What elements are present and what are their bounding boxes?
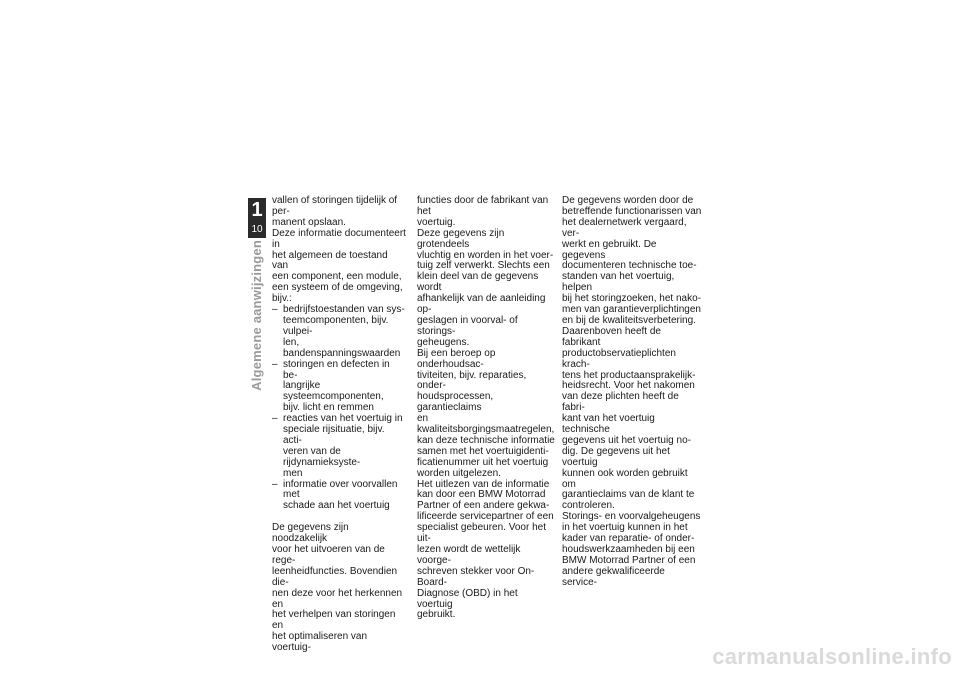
text-line: worden uitgelezen. <box>417 467 501 479</box>
text-line: reacties van het voertuig in <box>283 413 403 425</box>
text-line: vluchtig en worden in het voer- <box>417 249 554 261</box>
text-line: ficatienummer uit het voertuig <box>417 456 549 468</box>
bullet-item <box>272 360 406 415</box>
text-line: Diagnose (OBD) in het voertuig <box>417 587 518 610</box>
text-line: documenteren technische toe- <box>562 260 697 272</box>
text-column-2 <box>417 196 555 621</box>
bullet-item <box>272 305 406 360</box>
text-line: in het voertuig kunnen in het <box>562 522 688 534</box>
page-number: 10 <box>251 224 263 235</box>
text-line: kader van reparatie- of onder- <box>562 533 695 545</box>
text-line: manent opslaan. <box>272 216 346 228</box>
text-line: Deze informatie documenteert in <box>272 227 406 250</box>
text-line: van deze plichten heeft de fabri- <box>562 391 679 414</box>
text-line: bij het storingzoeken, het nako- <box>562 293 701 305</box>
text-line: kant van het voertuig technische <box>562 413 655 436</box>
text-line: Het uitlezen van de informatie <box>417 478 550 490</box>
text-line: bedrijfstoestanden van sys- <box>283 304 405 316</box>
text-line: een component, een module, <box>272 271 402 283</box>
text-line: BMW Motorrad Partner of een <box>562 554 696 566</box>
text-line: men van garantieverplichtingen <box>562 304 701 316</box>
text-line: functies door de fabrikant van het <box>417 195 549 217</box>
text-line: voertuig. <box>417 216 456 228</box>
text-line: houdswerkzaamheden bij een <box>562 544 695 555</box>
chapter-title: Algemene aanwijzingen <box>249 240 264 391</box>
text-line: leenheidfuncties. Bovendien die- <box>272 565 398 588</box>
text-line: houdsprocessen, garantieclaims <box>417 391 494 414</box>
text-line: storingen en defecten in be- <box>283 358 390 381</box>
text-line: informatie over voorvallen met <box>283 478 398 501</box>
text-line: geslagen in voorval- of storings- <box>417 314 518 337</box>
text-line: standen van het voertuig, helpen <box>562 271 675 294</box>
text-line: specialist gebeuren. Voor het uit- <box>417 522 546 545</box>
bullet-dash: – <box>272 478 278 490</box>
text-line: betreffende functionarissen van <box>562 205 702 217</box>
text-line: kunnen ook worden gebruikt om <box>562 467 688 490</box>
text-line: De gegevens zijn noodzakelijk <box>272 522 349 545</box>
text-line: gegevens uit het voertuig no- <box>562 434 691 446</box>
text-line: afhankelijk van de aanleiding op- <box>417 293 546 316</box>
text-line: schade aan het voertuig <box>283 500 390 512</box>
text-line: speciale rijsituatie, bijv. acti- <box>283 424 385 446</box>
text-column-3 <box>562 196 702 589</box>
text-line: Storings- en voorvalgeheugens <box>562 511 701 523</box>
text-line: productobservatieplichten krach- <box>562 347 676 370</box>
text-line: Bij een beroep op onderhoudsac- <box>417 347 496 370</box>
text-line: en bij de kwaliteitsverbetering. <box>562 314 696 326</box>
text-line: Daarenboven heeft de fabrikant <box>562 325 661 348</box>
text-line: het dealernetwerk vergaard, ver- <box>562 216 687 239</box>
bullet-dash: – <box>272 358 278 370</box>
text-line: dig. De gegevens uit het voertuig <box>562 445 670 468</box>
text-line: gebruikt. <box>417 609 456 621</box>
text-line: teemcomponenten, bijv. vulpei- <box>283 314 389 337</box>
watermark: carmanualsonline.info <box>712 644 952 669</box>
text-line: werkt en gebruikt. De gegevens <box>562 238 657 261</box>
text-line: samen met het voertuigidenti- <box>417 445 549 457</box>
text-line: controleren. <box>562 500 615 512</box>
text-line: geheugens. <box>417 336 470 348</box>
text-line: schreven stekker voor On-Board- <box>417 565 535 588</box>
text-line: een systeem of de omgeving, <box>272 282 403 294</box>
text-line: tens het productaansprakelijk- <box>562 369 696 381</box>
text-line: men <box>283 467 303 479</box>
bullet-text <box>283 480 406 513</box>
text-line: voor het uitvoeren van de rege- <box>272 543 385 566</box>
text-column-1 <box>272 196 406 654</box>
text-line: lezen wordt de wettelijk voorge- <box>417 544 521 566</box>
bullet-item <box>272 414 406 479</box>
text-line: nen deze voor het herkennen en <box>272 587 403 610</box>
text-line: en kwaliteitsborgingsmaatregelen, <box>417 413 555 436</box>
text-line: het optimaliseren van voertuig- <box>272 631 368 654</box>
text-line: veren van de rijdynamieksyste- <box>283 445 361 468</box>
bullet-dash: – <box>272 304 278 316</box>
text-line: andere gekwalificeerde service- <box>562 565 665 588</box>
text-line: De gegevens worden door de <box>562 195 694 206</box>
text-line: langrijke systeemcomponenten, <box>283 380 384 403</box>
text-line: het algemeen de toestand van <box>272 249 388 272</box>
bullet-text <box>283 305 406 360</box>
chapter-number: 1 <box>251 199 263 221</box>
text-line: klein deel van de gegevens wordt <box>417 271 539 294</box>
text-line: len, bandenspanningswaarden <box>283 336 401 359</box>
text-line: bijv.: <box>272 293 292 305</box>
text-line: Deze gegevens zijn grotendeels <box>417 227 505 250</box>
text-line: tuig zelf verwerkt. Slechts een <box>417 260 550 272</box>
text-line: kan door een BMW Motorrad <box>417 489 546 501</box>
bullet-dash: – <box>272 413 278 425</box>
text-line: kan deze technische informatie <box>417 434 555 446</box>
text-line: heidsrecht. Voor het nakomen <box>562 380 695 392</box>
text-line: vallen of storingen tijdelijk of per- <box>272 195 398 217</box>
bullet-item <box>272 480 406 513</box>
text-line: garantieclaims van de klant te <box>562 489 695 501</box>
text-line: bijv. licht en remmen <box>283 402 374 414</box>
bullet-text <box>283 360 406 415</box>
text-line: lificeerde servicepartner of een <box>417 511 554 523</box>
text-line: Partner of een andere gekwa- <box>417 500 550 512</box>
text-line: tiviteiten, bijv. reparaties, onder- <box>417 369 527 392</box>
text-line: het verhelpen van storingen en <box>272 609 396 632</box>
bullet-text <box>283 414 406 479</box>
